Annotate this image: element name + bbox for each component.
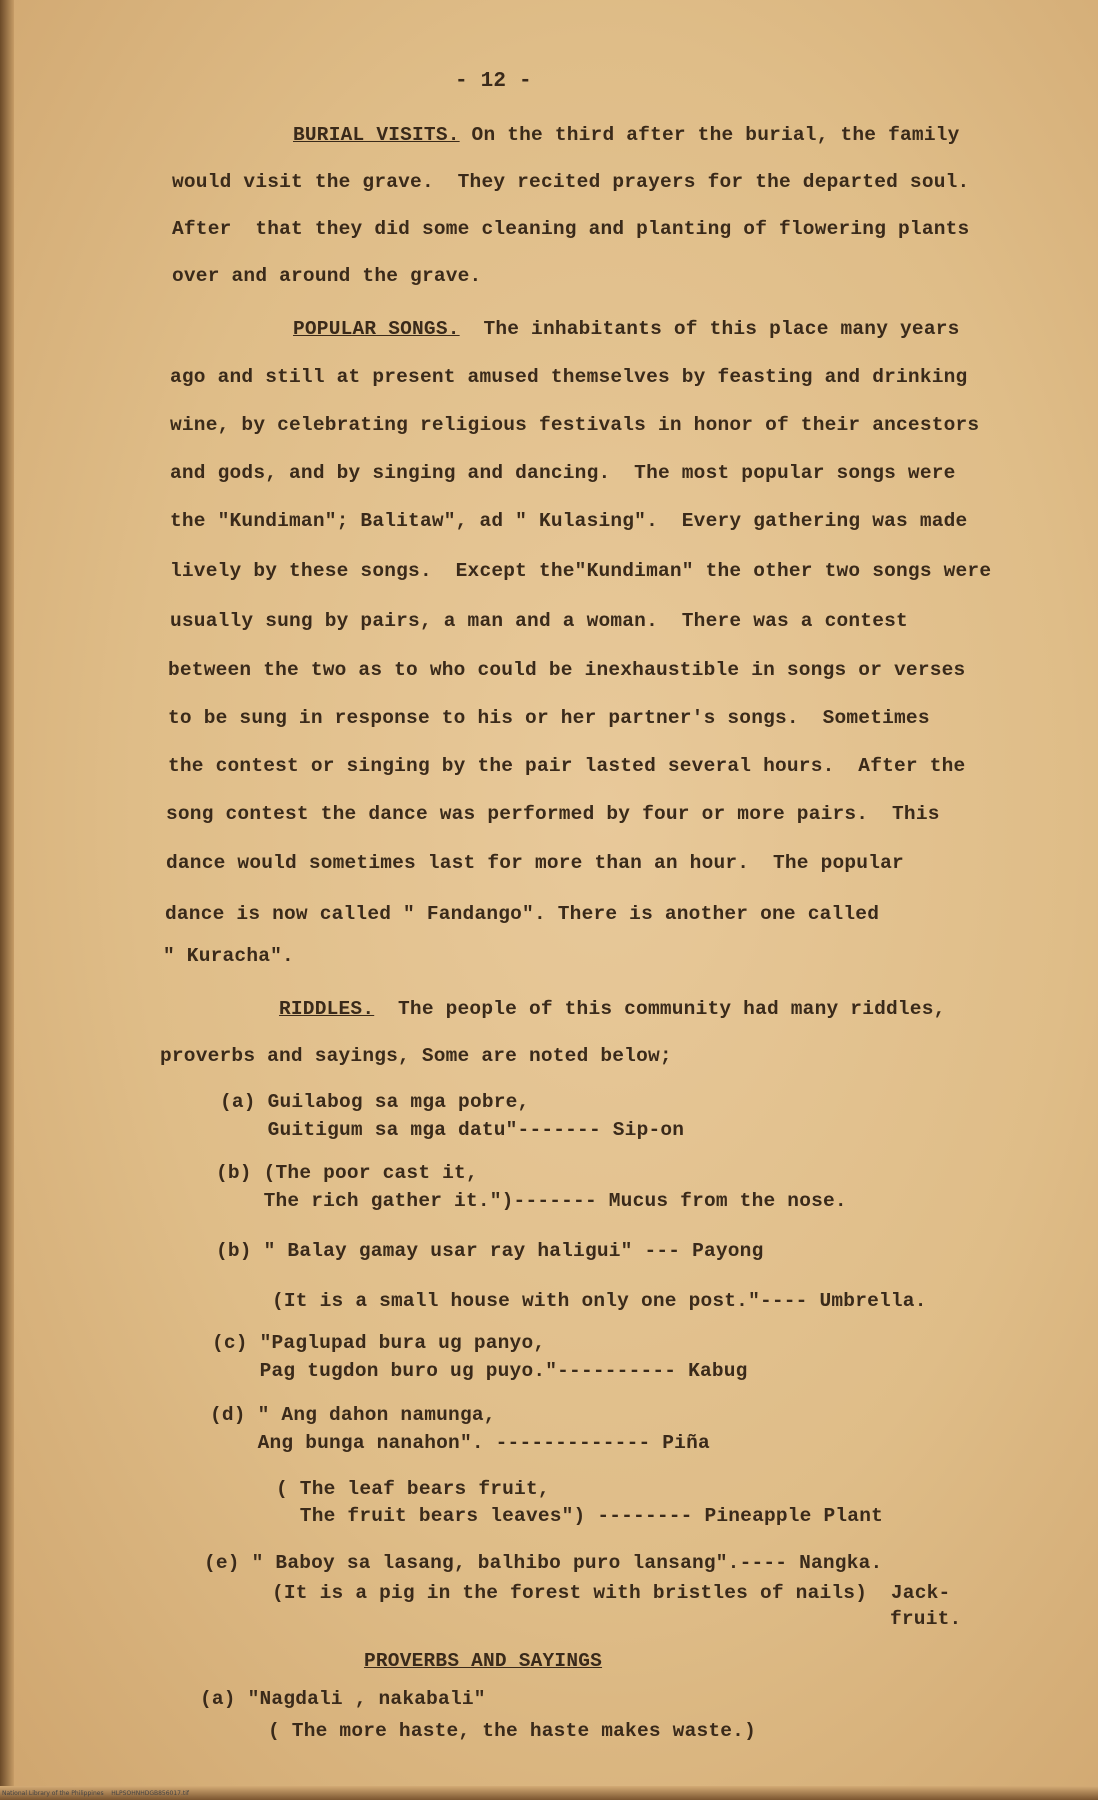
riddle-a-line-2: Guitigum sa mga datu"------- Sip-on	[220, 1119, 685, 1141]
songs-line-10: the contest or singing by the pair lasted several hours. After the	[168, 755, 966, 777]
riddles-paragraph-line-1	[279, 998, 946, 1020]
riddle-d-line-1: (d) " Ang dahon namunga,	[210, 1404, 496, 1426]
proverbs-heading: PROVERBS AND SAYINGS	[364, 1650, 603, 1672]
songs-line-11: song contest the dance was performed by four or more pairs. This	[166, 803, 940, 825]
burial-line-1-text: On the third after the burial, the family	[459, 124, 960, 146]
riddle-a-translation-line-1: (b) (The poor cast it,	[216, 1162, 478, 1184]
songs-line-1-text: The inhabitants of this place many years	[459, 318, 960, 340]
riddles-heading: RIDDLES.	[279, 998, 375, 1020]
songs-heading: POPULAR SONGS.	[293, 318, 460, 340]
burial-heading: BURIAL VISITS.	[293, 124, 460, 146]
songs-line-14: " Kuracha".	[163, 945, 294, 967]
songs-line-9: to be sung in response to his or her partner's songs. Sometimes	[168, 707, 930, 729]
riddle-d-translation-line-2: The fruit bears leaves") -------- Pineapple Plant	[276, 1505, 883, 1527]
burial-line-4: over and around the grave.	[172, 265, 482, 287]
songs-line-13: dance is now called " Fandango". There is another one called	[165, 903, 880, 925]
page-number: - 12 -	[455, 70, 532, 93]
burial-paragraph-line-1	[293, 124, 960, 146]
riddle-d-line-2: Ang bunga nanahon". ------------- Piña	[210, 1432, 710, 1454]
riddle-e-line-1: (e) " Baboy sa lasang, balhibo puro lansang".---- Nangka.	[204, 1552, 883, 1574]
songs-line-7: usually sung by pairs, a man and a woman. There was a contest	[170, 610, 908, 632]
page-edge-left	[0, 0, 14, 1800]
riddle-c-line-1: (c) "Paglupad bura ug panyo,	[212, 1332, 546, 1354]
riddles-line-1-text: The people of this community had many riddles,	[374, 998, 946, 1020]
songs-line-3: wine, by celebrating religious festivals in honor of their ancestors	[170, 414, 980, 436]
riddle-b-translation: (It is a small house with only one post."---- Umbrella.	[272, 1290, 927, 1312]
riddle-a-line-1: (a) Guilabog sa mga pobre,	[220, 1091, 530, 1113]
songs-line-4: and gods, and by singing and dancing. The most popular songs were	[170, 462, 956, 484]
proverb-a-line-2: ( The more haste, the haste makes waste.)	[268, 1720, 756, 1742]
burial-line-2: would visit the grave. They recited prayers for the departed soul.	[172, 171, 970, 193]
riddles-line-2: proverbs and sayings, Some are noted below;	[160, 1045, 672, 1067]
songs-line-6: lively by these songs. Except the"Kundiman" the other two songs were	[170, 560, 992, 582]
burial-line-3: After that they did some cleaning and planting of flowering plants	[172, 218, 970, 240]
riddle-e-translation: (It is a pig in the forest with bristles of nails) Jack-	[272, 1582, 951, 1604]
riddle-c-line-2: Pag tugdon buro ug puyo."---------- Kabug	[212, 1360, 748, 1382]
riddle-a-translation-line-2: The rich gather it.")------- Mucus from the nose.	[216, 1190, 847, 1212]
songs-line-8: between the two as to who could be inexhaustible in songs or verses	[168, 659, 966, 681]
riddle-b-line-1: (b) " Balay gamay usar ray haligui" --- Payong	[216, 1240, 764, 1262]
riddle-e-translation-continued: fruit.	[890, 1608, 962, 1630]
songs-paragraph-line-1	[293, 318, 960, 340]
proverb-a-line-1: (a) "Nagdali , nakabali"	[200, 1688, 486, 1710]
songs-line-5: the "Kundiman"; Balitaw", ad " Kulasing". Every gathering was made	[170, 510, 968, 532]
songs-line-12: dance would sometimes last for more than an hour. The popular	[166, 852, 904, 874]
riddle-d-translation-line-1: ( The leaf bears fruit,	[276, 1478, 550, 1500]
archive-footer: National Library of the Philippines HLPSOHNHDGB856017.tif	[2, 1790, 190, 1797]
songs-line-2: ago and still at present amused themselves by feasting and drinking	[170, 366, 968, 388]
